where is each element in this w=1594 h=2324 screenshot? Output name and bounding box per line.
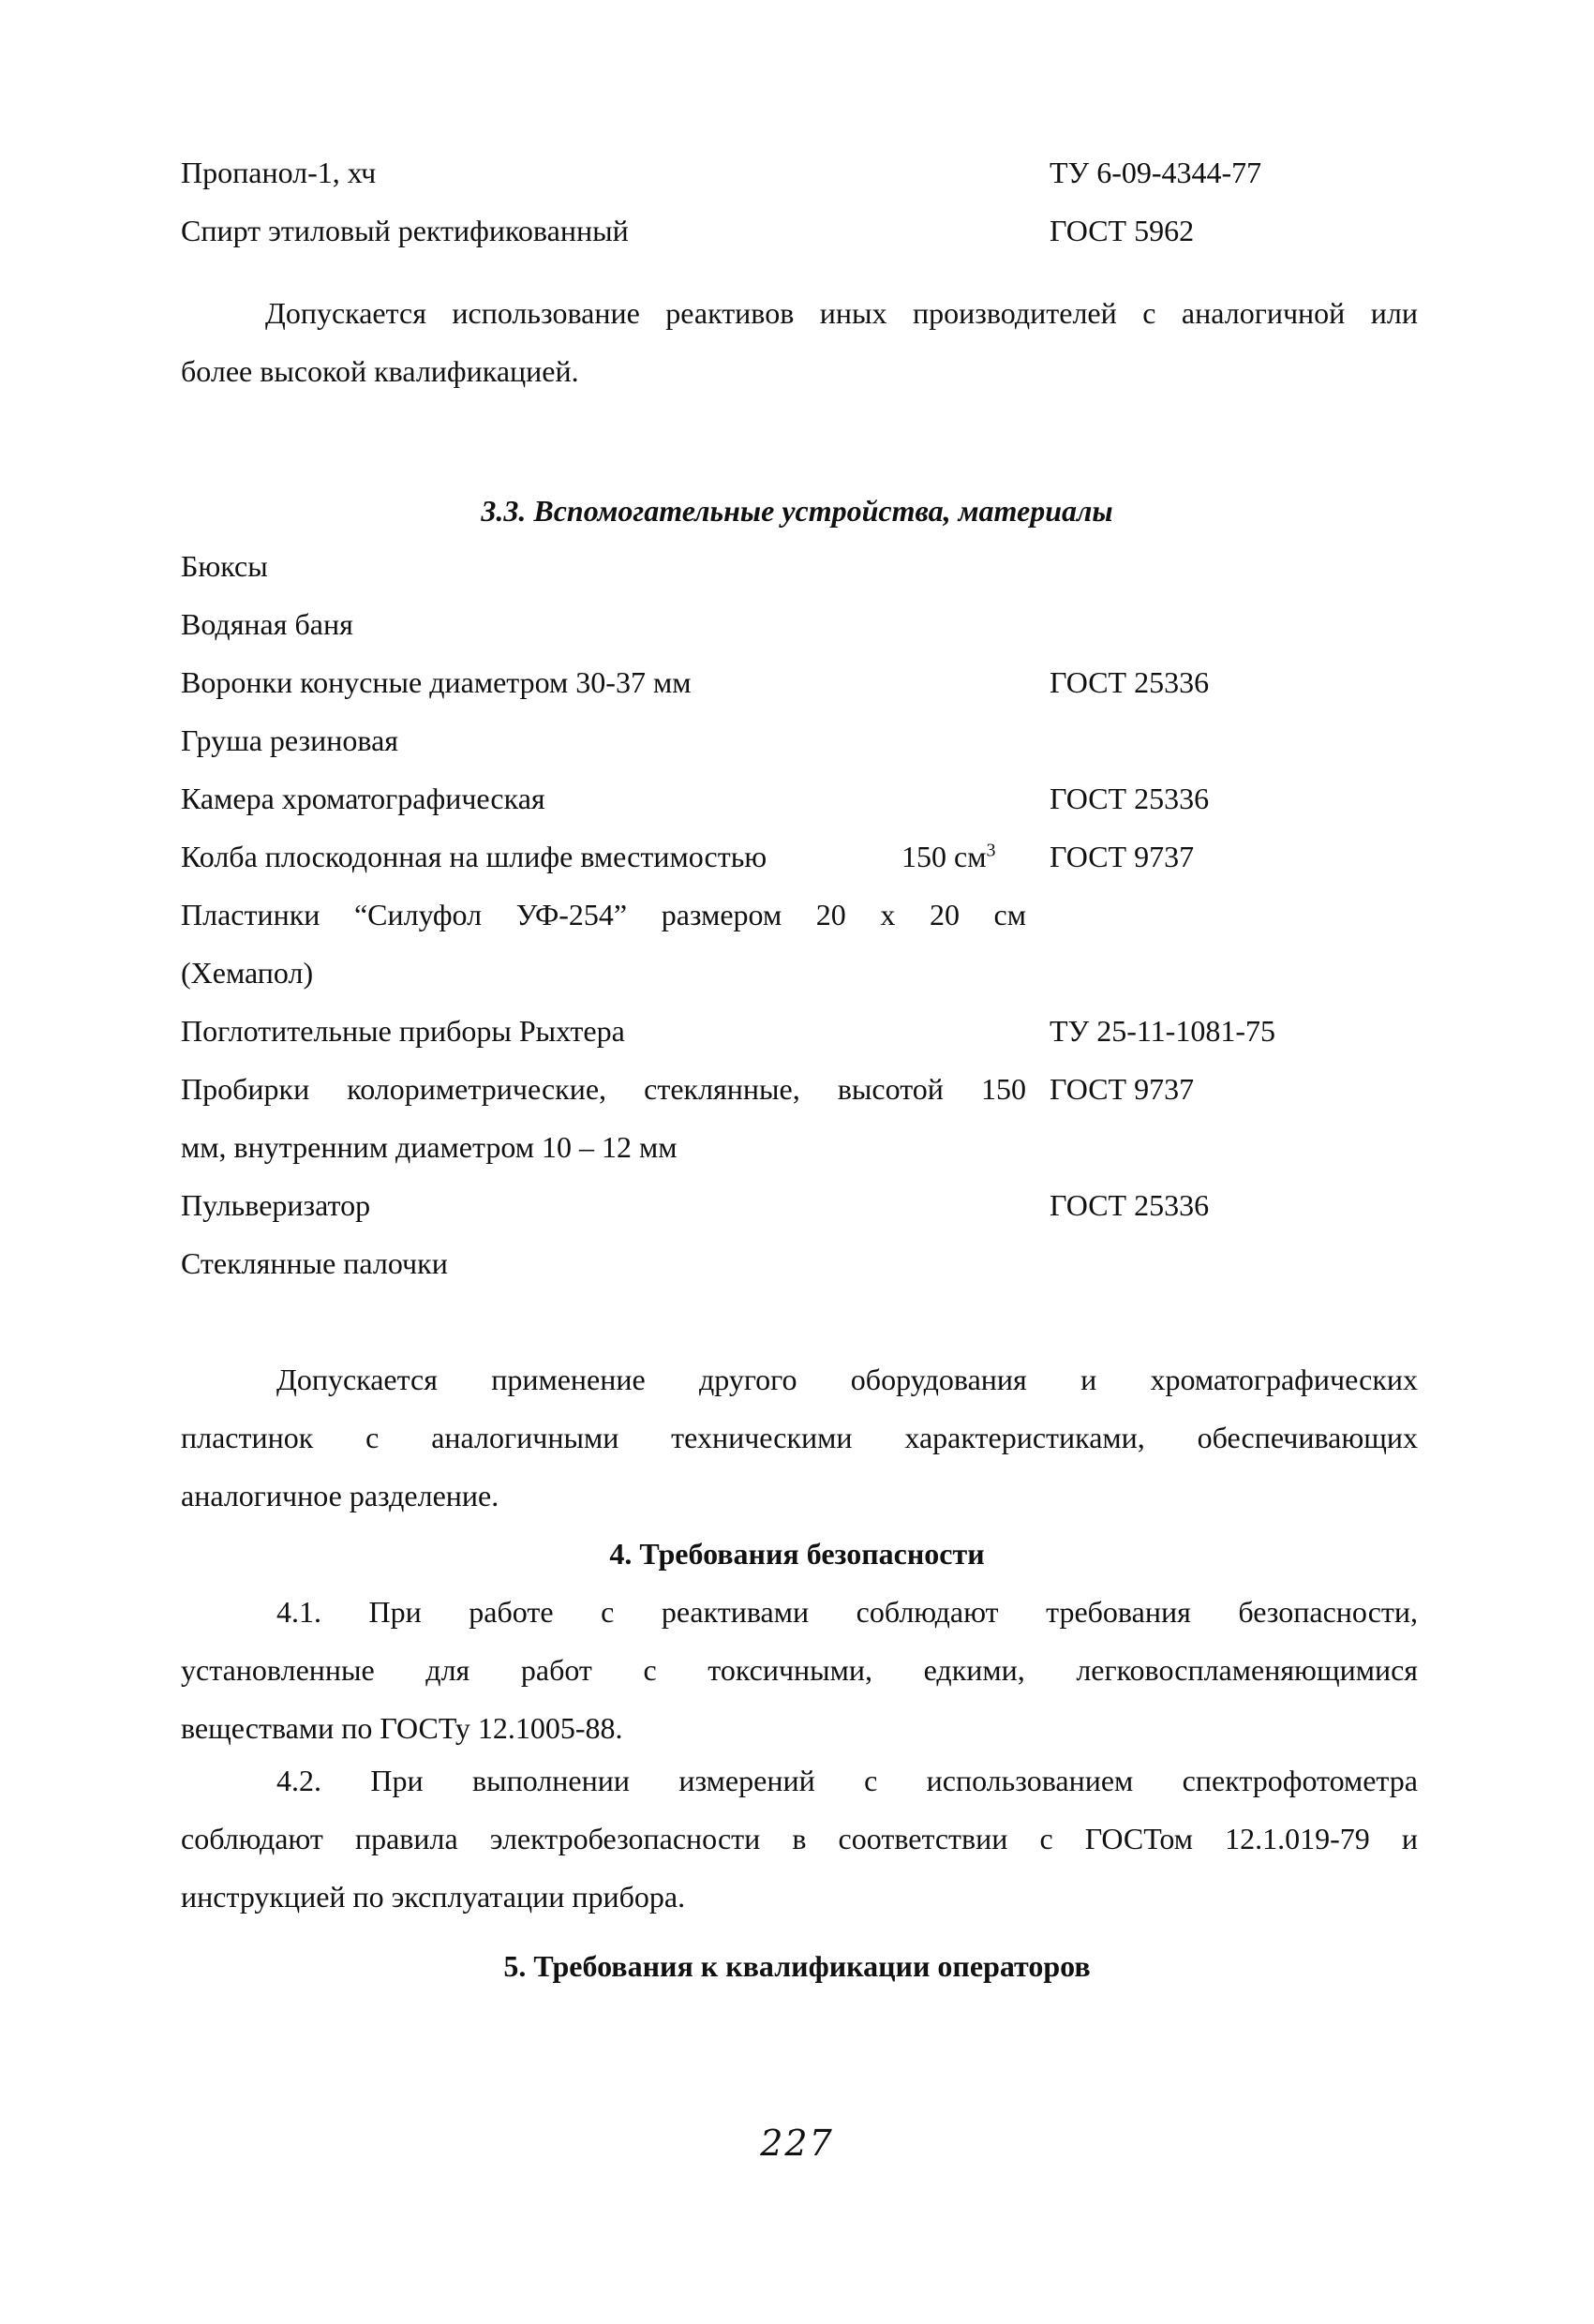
equipment-standard: ГОСТ 9737 [1050, 1072, 1195, 1106]
paragraph-line: инструкцией по эксплуатации прибора. [181, 1880, 686, 1914]
reagents-note-line: Допускается использование реактивов иных производителей с аналогичной или [265, 296, 1418, 330]
equipment-standard: ТУ 25-11-1081-75 [1050, 1014, 1275, 1048]
equipment-name: Груша резиновая [181, 723, 398, 757]
equipment-note-line: аналогичное разделение. [181, 1479, 499, 1512]
reagent-name: Пропанол-1, хч [181, 156, 377, 189]
equipment-standard: ГОСТ 9737 [1050, 840, 1195, 873]
equipment-standard: ГОСТ 25336 [1050, 782, 1210, 815]
paragraph-line: 4.2. При выполнении измерений с использованием спектрофотометра [276, 1764, 1418, 1797]
equipment-name: Пробирки колориметрические, стеклянные, высотой 150 [181, 1072, 1026, 1106]
paragraph-line: установленные для работ с токсичными, едкими, легковоспламеняющимися [181, 1653, 1418, 1687]
equipment-name: Пластинки “Силуфол УФ-254” размером 20 х 20 см [181, 898, 1026, 931]
page-number: 227 [760, 2123, 834, 2164]
equipment-volume: 150 $см^3$ [901, 840, 996, 873]
equipment-name: Стеклянные палочки [181, 1246, 448, 1280]
equipment-name: Бюксы [181, 549, 268, 583]
equipment-name: (Хемапол) [181, 956, 314, 990]
equipment-note-line: Допускается применение другого оборудования и хроматографических [276, 1363, 1418, 1396]
reagent-standard: ТУ 6-09-4344-77 [1050, 156, 1262, 189]
equipment-name: Камера хроматографическая [181, 782, 545, 815]
reagent-standard: ГОСТ 5962 [1050, 214, 1195, 247]
paragraph-line: веществами по ГОСТу 12.1005-88. [181, 1711, 623, 1745]
equipment-name: Водяная баня [181, 607, 353, 641]
equipment-name: мм, внутренним диаметром 10 – 12 мм [181, 1130, 678, 1164]
paragraph-line: соблюдают правила электробезопасности в соответствии с ГОСТом 12.1.019-79 и [181, 1822, 1418, 1855]
equipment-standard: ГОСТ 25336 [1050, 665, 1210, 699]
equipment-name: Колба плоскодонная на шлифе вместимостью [181, 840, 767, 873]
reagents-note-line: более высокой квалификацией. [181, 354, 579, 388]
equipment-name: Пульверизатор [181, 1188, 371, 1222]
reagent-name: Спирт этиловый ректификованный [181, 214, 629, 247]
equipment-note-line: пластинок с аналогичными техническими характеристиками, обеспечивающих [181, 1421, 1418, 1454]
equipment-standard: ГОСТ 25336 [1050, 1188, 1210, 1222]
section-title: 4. Требования безопасности [609, 1537, 985, 1571]
equipment-name: Воронки конусные диаметром 30-37 мм [181, 665, 692, 699]
section-title: 3.3. Вспомогательные устройства, материалы [481, 494, 1113, 528]
paragraph-line: 4.1. При работе с реактивами соблюдают требования безопасности, [276, 1595, 1418, 1629]
section-title: 5. Требования к квалификации операторов [503, 1949, 1091, 1983]
equipment-name: Поглотительные приборы Рыхтера [181, 1014, 625, 1048]
